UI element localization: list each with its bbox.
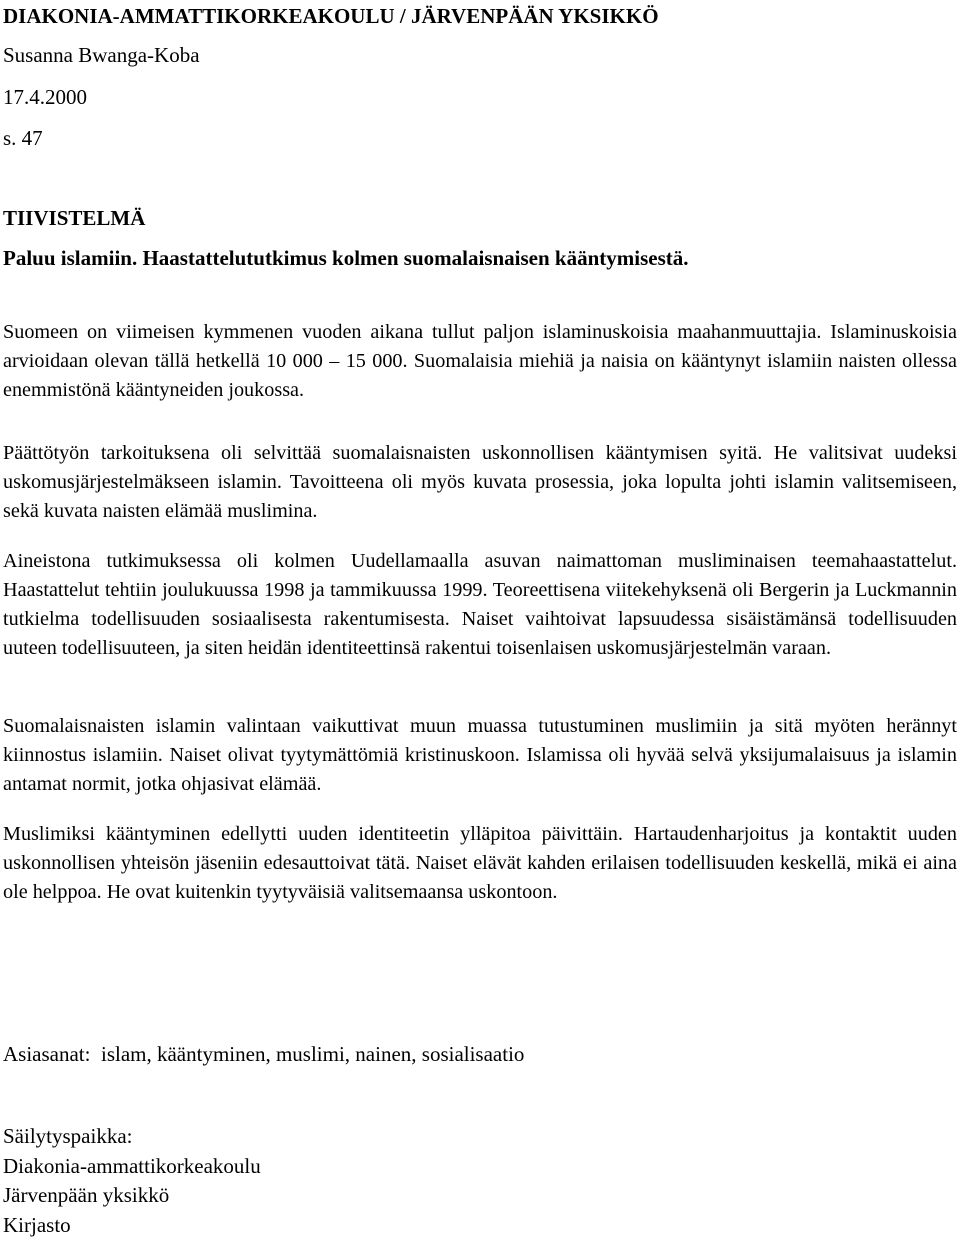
author-name: Susanna Bwanga-Koba bbox=[3, 42, 200, 68]
abstract-heading: TIIVISTELMÄ bbox=[3, 205, 145, 231]
storage-line-organisation: Diakonia-ammattikorkeakoulu bbox=[3, 1152, 261, 1182]
thesis-title: Paluu islamiin. Haastattelututkimus kolmen suomalaisnaisen kääntymisestä. bbox=[3, 245, 689, 271]
institution-heading: DIAKONIA-AMMATTIKORKEAKOULU / JÄRVENPÄÄN YKSIKKÖ bbox=[3, 3, 659, 29]
abstract-paragraph-3: Aineistona tutkimuksessa oli kolmen Uudellamaalla asuvan naimattoman musliminaisen teemahaastattelut. Haastattelut tehtiin joulukuussa 1998 ja tammikuussa 1999. Teoreettisena viitekehyksenä oli Bergerin ja Luckmannin tutkielma todellisuuden sosiaalisesta rakentumisesta. Naiset vaihtoivat lapsuudessa sisäistämänsä todellisuuden uuteen todellisuuteen, ja siten heidän identiteettinsä rakentui toisenlaisen uskomusjärjestelmän varaan. bbox=[3, 547, 957, 663]
page-count: s. 47 bbox=[3, 125, 43, 151]
storage-line-library: Kirjasto bbox=[3, 1211, 261, 1240]
document-date: 17.4.2000 bbox=[3, 84, 87, 110]
abstract-paragraph-4: Suomalaisnaisten islamin valintaan vaikuttivat muun muassa tutustuminen muslimiin ja sitä myöten herännyt kiinnostus islamiin. Naiset olivat tyytymättömiä kristinuskoon. Islamissa oli hyvää selvä yksijumalaisuus ja islamin antamat normit, jotka ohjasivat elämää. bbox=[3, 712, 957, 799]
abstract-paragraph-1: Suomeen on viimeisen kymmenen vuoden aikana tullut paljon islaminuskoisia maahanmuuttajia. Islaminuskoisia arvioidaan olevan tällä hetkellä 10 000 – 15 000. Suomalaisia miehiä ja naisia on kääntynyt islamiin naisten ollessa enemmistönä kääntyneiden joukossa. bbox=[3, 318, 957, 405]
storage-label: Säilytyspaikka: bbox=[3, 1122, 261, 1152]
keywords-line bbox=[3, 1041, 524, 1067]
keywords-value: islam, kääntyminen, muslimi, nainen, sosialisaatio bbox=[101, 1042, 524, 1066]
keywords-label: Asiasanat: bbox=[3, 1042, 90, 1066]
abstract-paragraph-5: Muslimiksi kääntyminen edellytti uuden identiteetin ylläpitoa päivittäin. Hartaudenharjoitus ja kontaktit uuden uskonnollisen yhteisön jäseniin edesauttoivat tätä. Naiset elävät kahden erilaisen todellisuuden keskellä, mikä ei aina ole helppoa. He ovat kuitenkin tyytyväisiä valitsemaansa uskontoon. bbox=[3, 820, 957, 907]
abstract-paragraph-2: Päättötyön tarkoituksena oli selvittää suomalaisnaisten uskonnollisen kääntymisen syitä. He valitsivat uudeksi uskomusjärjestelmäkseen islamin. Tavoitteena oli myös kuvata prosessia, joka lopulta johti islamin valitsemiseen, sekä kuvata naisten elämää muslimina. bbox=[3, 439, 957, 526]
storage-line-unit: Järvenpään yksikkö bbox=[3, 1181, 261, 1211]
storage-block bbox=[3, 1122, 261, 1240]
